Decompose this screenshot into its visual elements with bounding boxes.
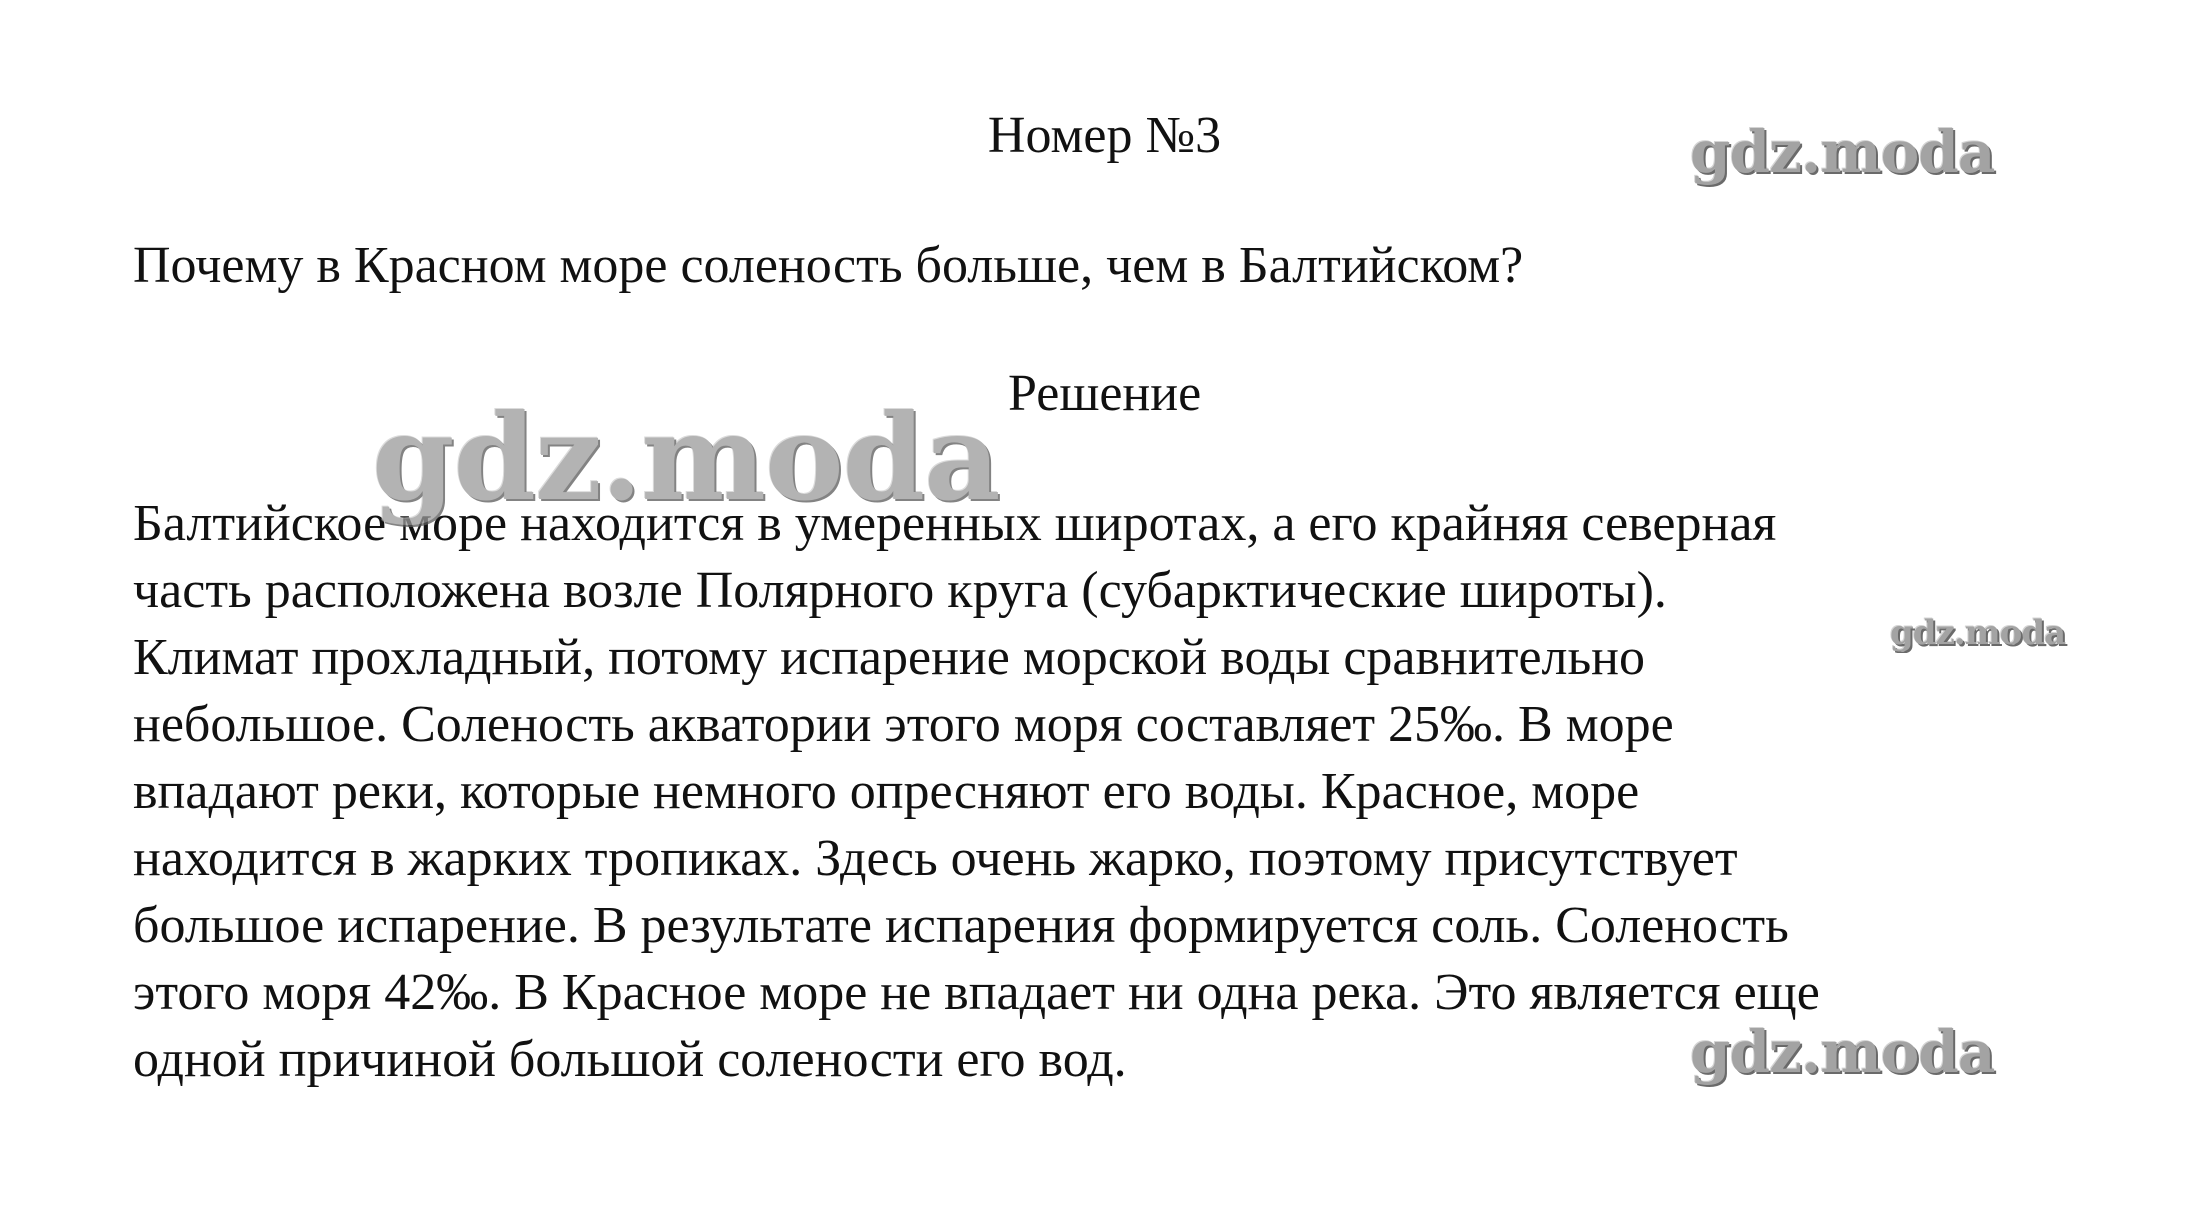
watermark-logo: gdz.moda [372,388,1000,527]
answer-line: большое испарение. В результате испарения формируется соль. Соленость [133,897,1789,954]
answer-line: Балтийское море находится в умеренных широтах, а его крайняя северная [133,495,1777,552]
question-text: Почему в Красном море соленость больше, чем в Балтийском? [133,237,1524,294]
answer-line: впадают реки, которые немного опресняют его воды. Красное, море [133,763,1640,820]
answer-line: Климат прохладный, потому испарение морской воды сравнительно [133,629,1646,686]
answer-line: этого моря 42‰. В Красное море не впадает ни одна река. Это является еще [133,964,1820,1021]
answer-line: часть расположена возле Полярного круга (субарктические широты). [133,562,1667,619]
watermark-logo: gdz.moda [1690,1018,1995,1086]
watermark-logo: gdz.moda [1890,613,2066,653]
page-title: Номер №3 [987,107,1222,164]
answer-text [133,490,2133,1093]
answer-line: одной причиной большой солености его вод. [133,1031,1127,1088]
answer-line: находится в жарких тропиках. Здесь очень жарко, поэтому присутствует [133,830,1738,887]
answer-line: небольшое. Соленость акватории этого моря составляет 25‰. В море [133,696,1674,753]
solution-heading: Решение [1008,365,1202,422]
watermark-logo: gdz.moda [1690,118,1995,186]
